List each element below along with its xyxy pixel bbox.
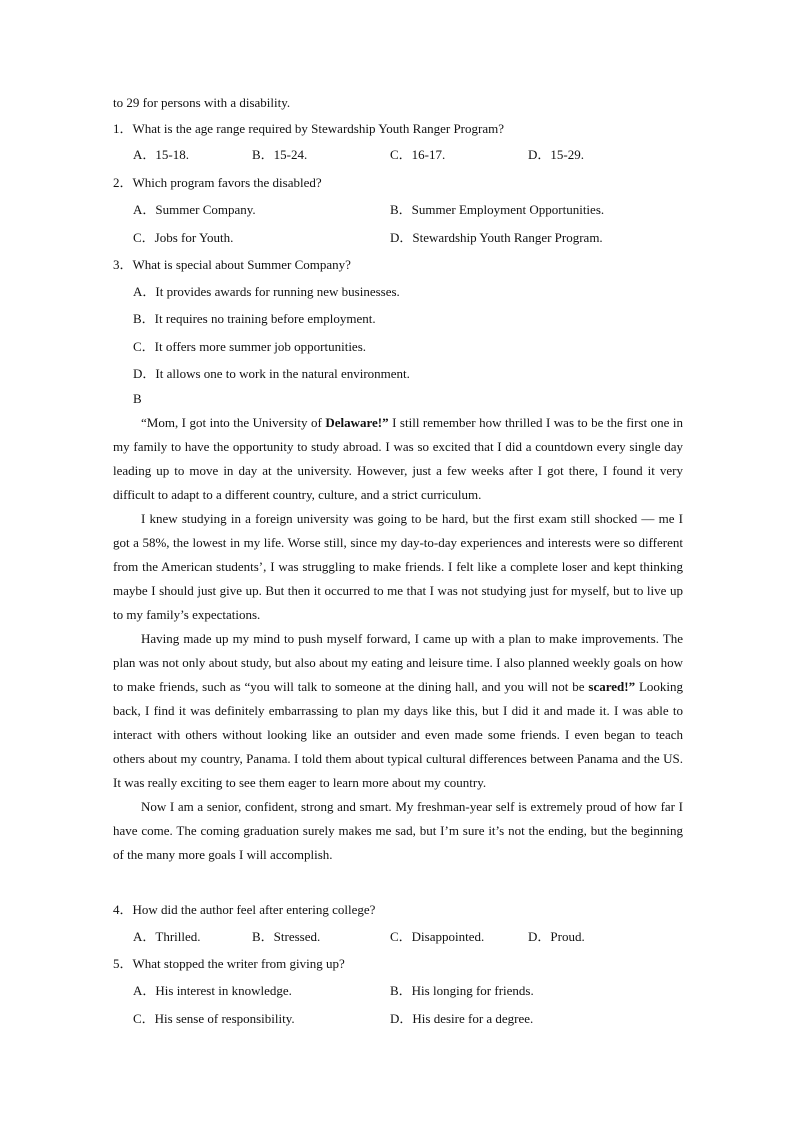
q3-option-a: A．It provides awards for running new businesses.	[133, 284, 400, 299]
q2-option-c: C．Jobs for Youth.	[133, 230, 234, 245]
passage-paragraph-1	[113, 411, 683, 507]
question-2-stem: 2．Which program favors the disabled?	[113, 175, 322, 190]
p3-bold-text: scared!”	[588, 679, 636, 694]
q3-option-c: C．It offers more summer job opportunities.	[133, 339, 367, 354]
q1-option-c: C．16-17.	[390, 147, 446, 162]
question-4-stem: 4．How did the author feel after entering college?	[113, 902, 376, 917]
passage-paragraph-4: Now I am a senior, confident, strong and smart. My freshman-year self is extremely proud of how far I have come. The coming graduation surely makes me sad, but I’m sure it’s not the ending, but the beginning of the many more goals I will accomplish.	[113, 799, 683, 862]
q4-option-c: C．Disappointed.	[390, 929, 485, 944]
q1-option-d: D．15-29.	[528, 147, 584, 162]
q3-option-d: D．It allows one to work in the natural environment.	[133, 366, 410, 381]
q5-option-a: A．His interest in knowledge.	[133, 983, 292, 998]
p1-text-end: I still remember how thrilled I was to be the first one in my family to have the opportunity to study abroad. I was so excited that I did a countdown every single day leading up to move in day at the university. However, just a few weeks after I got there, I found it very difficult to adapt to a different country, culture, and a strict curriculum.	[113, 415, 683, 502]
p3-text-end: Looking back, I find it was definitely embarrassing to plan my days like this, but I did it and made it. I was able to interact with others without looking like an outsider and even made some friends. I even began to teach others about my country, Panama. I told them about typical cultural differences between Panama and the US. It was really exciting to see them eager to learn more about my country.	[113, 679, 683, 790]
q2-option-d: D．Stewardship Youth Ranger Program.	[390, 230, 603, 245]
q5-option-c: C．His sense of responsibility.	[133, 1011, 295, 1026]
q4-option-b: B．Stressed.	[252, 929, 321, 944]
q2-option-b: B．Summer Employment Opportunities.	[390, 202, 605, 217]
section-b-label: B	[133, 391, 142, 406]
passage-paragraph-3	[113, 627, 683, 795]
header-line: to 29 for persons with a disability.	[113, 95, 291, 110]
reading-passage	[113, 411, 683, 867]
question-1-stem: 1．What is the age range required by Stewardship Youth Ranger Program?	[113, 121, 504, 136]
q4-option-a: A．Thrilled.	[133, 929, 201, 944]
q3-option-b: B．It requires no training before employment.	[133, 311, 376, 326]
p3-text-start: Having made up my mind to push myself forward, I came up with a plan to make improvements. The plan was not only about study, but also about my eating and leisure time. I also planned weekly goals on how to make friends, such as “you will talk to someone at the dining hall, and you will not be	[113, 631, 683, 694]
q1-option-b: B．15-24.	[252, 147, 308, 162]
passage-paragraph-2: I knew studying in a foreign university was going to be hard, but the first exam still shocked — me I got a 58%, the lowest in my life. Worse still, since my day-to-day experiences and interests were so different from the American students’, I was struggling to make friends. I felt like a complete loser and kept thinking maybe I should just give up. But then it occurred to me that I was not studying just for myself, but to live up to my family’s expectations.	[113, 511, 683, 622]
question-3-stem: 3．What is special about Summer Company?	[113, 257, 351, 272]
q5-option-b: B．His longing for friends.	[390, 983, 534, 998]
q1-option-a: A．15-18.	[133, 147, 189, 162]
q2-option-a: A．Summer Company.	[133, 202, 256, 217]
question-5-stem: 5．What stopped the writer from giving up?	[113, 956, 345, 971]
q4-option-d: D．Proud.	[528, 929, 585, 944]
p1-bold-text: Delaware!”	[325, 415, 389, 430]
q5-option-d: D．His desire for a degree.	[390, 1011, 534, 1026]
p1-text-start: “Mom, I got into the University of	[141, 415, 326, 430]
